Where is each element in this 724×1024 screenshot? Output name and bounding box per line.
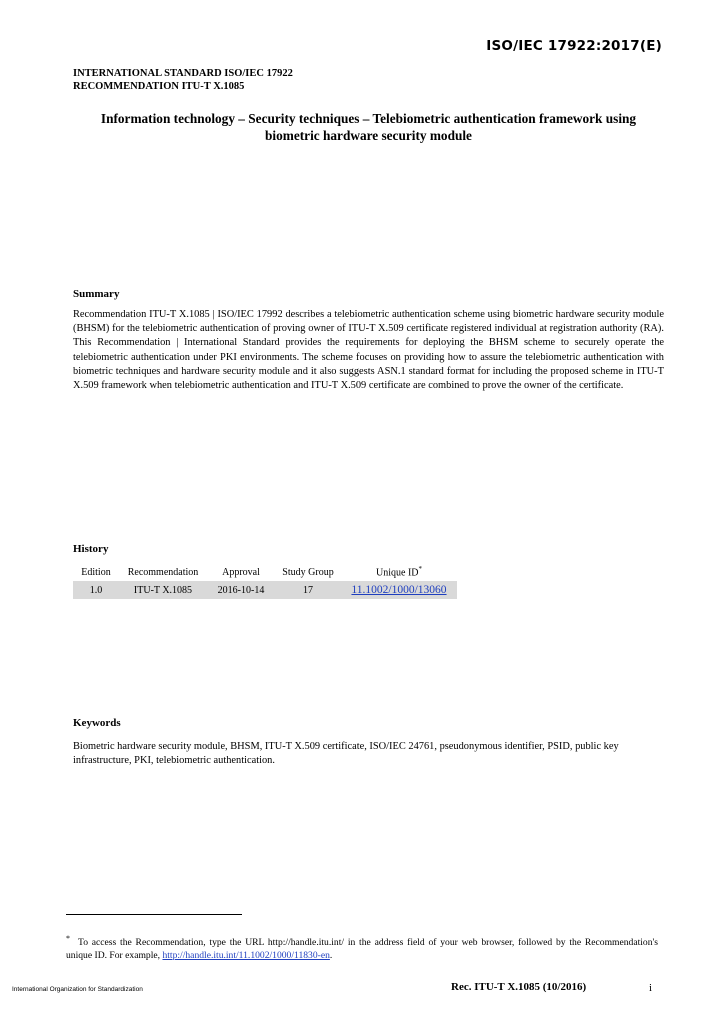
footnote-end: .	[329, 950, 333, 961]
standard-header-line-1: INTERNATIONAL STANDARD ISO/IEC 17922	[73, 68, 293, 79]
footnote-example-link[interactable]: http://handle.itu.int/11.1002/1000/11830-en	[162, 950, 330, 961]
title-line-2: biometric hardware security module	[265, 128, 472, 143]
footnote-divider	[66, 914, 242, 915]
standard-header	[73, 67, 293, 93]
col-unique-id	[341, 562, 457, 581]
cell-approval: 2016-10-14	[207, 581, 275, 599]
cell-study-group: 17	[275, 581, 341, 599]
footer-organization: International Organization for Standardization	[12, 986, 143, 993]
col-recommendation: Recommendation	[127, 567, 199, 579]
standard-header-line-2: RECOMMENDATION ITU-T X.1085	[73, 81, 245, 92]
history-table-header-row	[73, 562, 457, 581]
cell-recommendation: ITU-T X.1085	[119, 581, 207, 599]
history-heading: History	[73, 543, 109, 555]
col-edition: Edition	[81, 567, 111, 579]
history-table	[73, 562, 457, 599]
keywords-text: Biometric hardware security module, BHSM, ITU-T X.509 certificate, ISO/IEC 24761, pseudonymous identifier, PSID, public key infrastructure, PKI, telebiometric authentication.	[73, 741, 619, 767]
page-title	[73, 110, 664, 144]
title-line-1: Information technology – Security techniques – Telebiometric authentication framework using	[100, 111, 637, 126]
page-number: i	[649, 982, 653, 994]
col-unique-id-label: Unique ID	[376, 567, 419, 579]
cell-unique-id	[341, 581, 457, 599]
document-id: ISO/IEC 17922:2017(E)	[486, 38, 662, 54]
unique-id-footnote-marker: *	[418, 565, 422, 573]
summary-heading: Summary	[73, 288, 120, 300]
footnote	[66, 932, 658, 962]
cell-edition: 1.0	[73, 581, 119, 599]
footnote-marker: *	[66, 934, 70, 943]
keywords-heading: Keywords	[73, 717, 121, 729]
col-approval: Approval	[222, 567, 260, 579]
unique-id-link[interactable]: 11.1002/1000/13060	[351, 584, 447, 597]
footer-recommendation: Rec. ITU-T X.1085 (10/2016)	[451, 981, 587, 993]
col-study-group: Study Group	[282, 567, 334, 579]
table-row	[73, 581, 457, 599]
summary-text: Recommendation ITU-T X.1085 | ISO/IEC 17992 describes a telebiometric authentication scheme using biometric hardware security module (BHSM) for the telebiometric authentication of proving owner of ITU-T X.509 certificate registered individual at registration authority (RA). This Recommendation | International Standard provides the requirements for deploying the BHSM scheme to securely operate the telebiometric authentication under PKI environments. The scheme focuses on providing how to assure the telebiometric authentication with biometric techniques and hardware security module and it also suggests ASN.1 standard format for including the proposed scheme in ITU-T X.509 framework when telebiometric authentication and ITU-T X.509 certificate are combined to prove the owner of the certificate.	[73, 309, 664, 392]
footnote-text: To access the Recommendation, type the URL http://handle.itu.int/ in the address field of your web browser, followed by the Recommendation's unique ID. For example,	[66, 937, 658, 961]
